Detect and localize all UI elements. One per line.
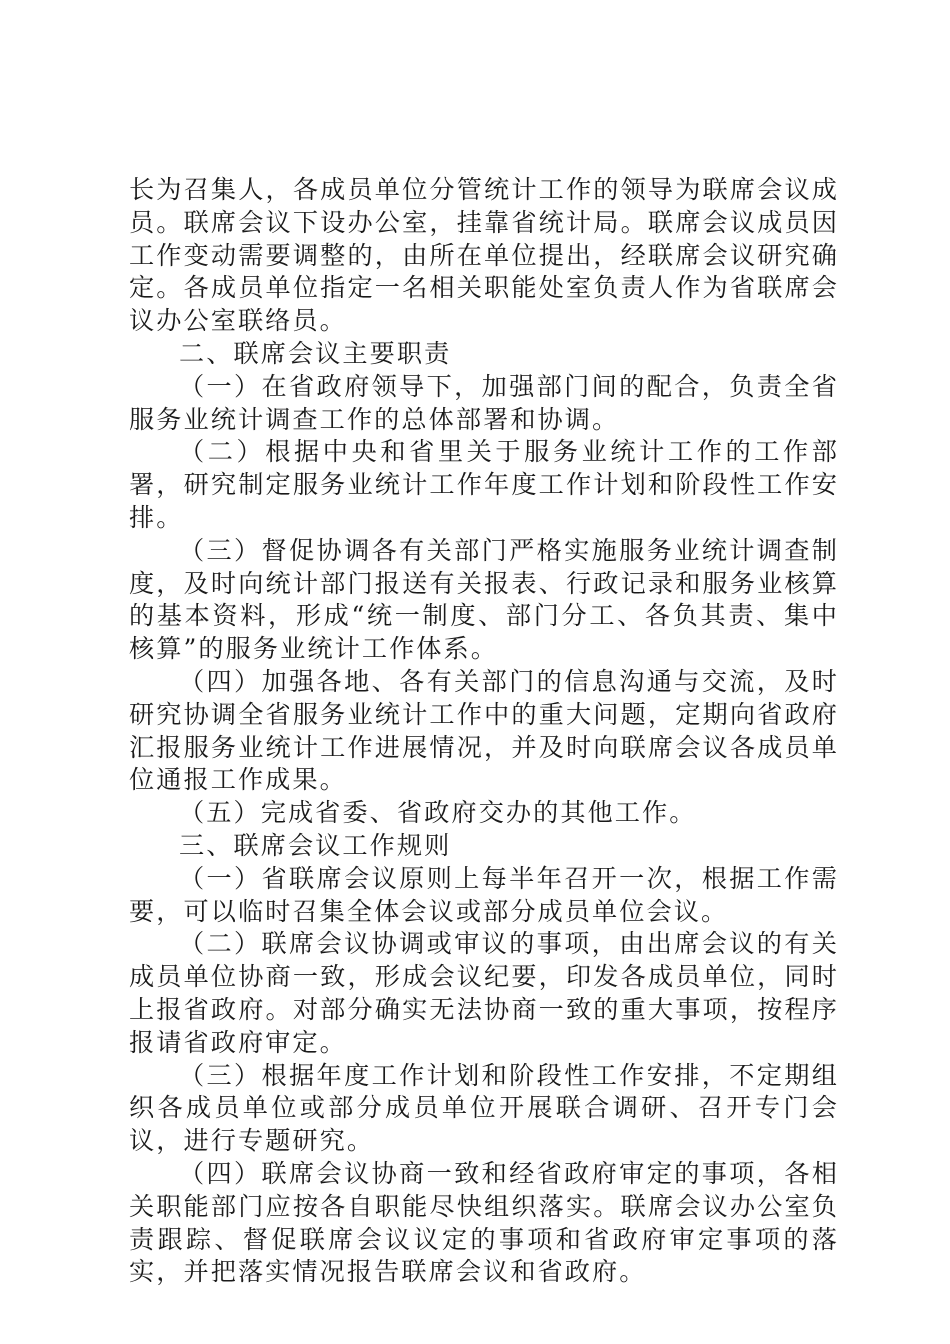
- rule-item-2: （二）联席会议协调或审议的事项，由出席会议的有关成员单位协商一致，形成会议纪要，印发各成员单位，同时上报省政府。对部分确实无法协商一致的重大事项，按程序报请省政府审定。: [129, 929, 839, 1057]
- rule-item-4: （四）联席会议协商一致和经省政府审定的事项，各相关职能部门应按各自职能尽快组织落实。联席会议办公室负责跟踪、督促联席会议议定的事项和省政府审定事项的落实，并把落实情况报告联席会议和省政府。: [129, 1158, 839, 1287]
- section-heading-rules: 三、联席会议工作规则: [179, 830, 452, 860]
- paragraph-members: 长为召集人，各成员单位分管统计工作的领导为联席会议成员。联席会议下设办公室，挂靠省统计局。联席会议成员因工作变动需要调整的，由所在单位提出，经联席会议研究确定。各成员单位指定一名相关职能处室负责人作为省联席会议办公室联络员。: [129, 175, 839, 336]
- duty-item-3: （三）督促协调各有关部门严格实施服务业统计调查制度，及时向统计部门报送有关报表、行政记录和服务业核算的基本资料，形成“统一制度、部门分工、各负其责、集中核算”的服务业统计工作体系。: [129, 535, 839, 664]
- duty-item-5: （五）完成省委、省政府交办的其他工作。: [179, 798, 697, 828]
- rule-item-1: （一）省联席会议原则上每半年召开一次，根据工作需要，可以临时召集全体会议或部分成员单位会议。: [129, 863, 839, 926]
- duty-item-1: （一）在省政府领导下，加强部门间的配合，负责全省服务业统计调查工作的总体部署和协调。: [129, 371, 839, 434]
- rule-item-3: （三）根据年度工作计划和阶段性工作安排，不定期组织各成员单位或部分成员单位开展联合调研、召开专门会议，进行专题研究。: [129, 1060, 839, 1156]
- section-heading-duties: 二、联席会议主要职责: [179, 338, 452, 368]
- document-body: [129, 174, 839, 1289]
- duty-item-4: （四）加强各地、各有关部门的信息沟通与交流，及时研究协调全省服务业统计工作中的重大问题，定期向省政府汇报服务业统计工作进展情况，并及时向联席会议各成员单位通报工作成果。: [129, 666, 839, 795]
- duty-item-2: （二）根据中央和省里关于服务业统计工作的工作部署，研究制定服务业统计工作年度工作计划和阶段性工作安排。: [129, 437, 839, 532]
